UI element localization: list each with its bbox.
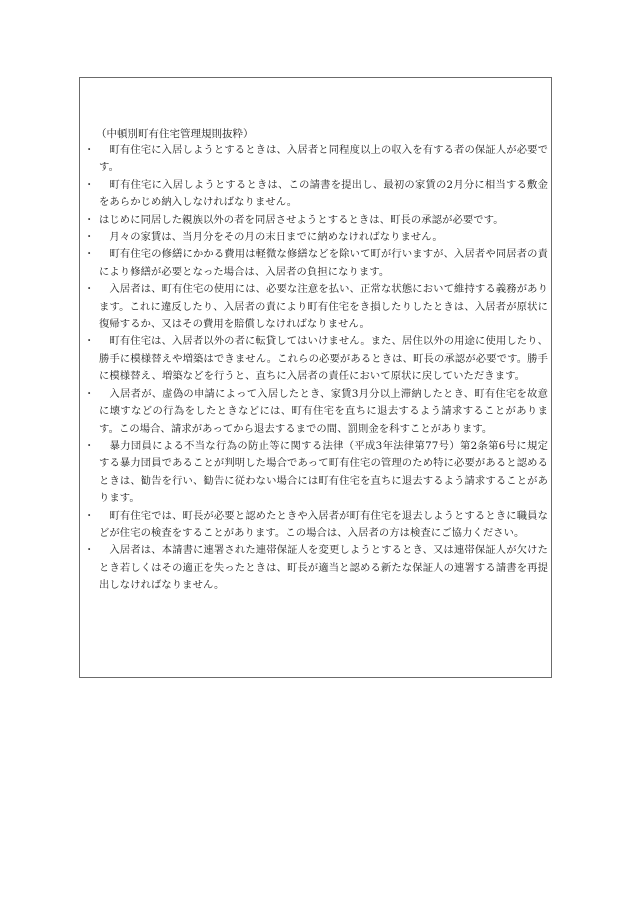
rule-item-1 xyxy=(84,142,548,177)
rule-item-8 xyxy=(84,386,548,438)
bullet-icon: ・ xyxy=(84,439,95,452)
rule-text: 暴力団員による不当な行為の防止等に関する法律（平成3年法律第77号）第2条第6号に規定する暴力団員であることが判明した場合であって町有住宅の管理のため特に必要があると認めるときは、勧告を行い、勧告に従わない場合には町有住宅を直ちに退去するよう請求することがあります。 xyxy=(99,439,548,505)
rule-item-11 xyxy=(84,542,548,594)
rule-item-4 xyxy=(84,229,548,246)
rule-text: 町有住宅に入居しようとするときは、入居者と同程度以上の収入を有する者の保証人が必要です。 xyxy=(99,144,548,174)
rule-text: 町有住宅は、入居者以外の者に転貸してはいけません。また、居住以外の用途に使用したり、勝手に模様替えや増築はできません。これらの必要があるときは、町長の承認が必要です。勝手に模様替え、増築などを行うと、直ちに入居者の責任において原状に戻していただきます。 xyxy=(99,335,548,383)
bullet-icon: ・ xyxy=(84,283,95,296)
bullet-icon: ・ xyxy=(84,335,95,348)
bullet-icon: ・ xyxy=(84,178,95,191)
bullet-icon: ・ xyxy=(84,213,95,226)
bullet-icon: ・ xyxy=(84,509,95,522)
rule-text: 月々の家賃は、当月分をその月の末日までに納めなければなりません。 xyxy=(99,231,443,244)
rule-item-7 xyxy=(84,333,548,385)
bullet-icon: ・ xyxy=(84,248,95,261)
rule-item-6 xyxy=(84,281,548,333)
rule-item-3 xyxy=(84,212,548,229)
rule-text: 入居者は、本請書に連署された連帯保証人を変更しようとするとき、又は連帯保証人が欠けたとき若しくはその適正を失ったときは、町長が適当と認める新たな保証人の連署する請書を再提出しなければなりません。 xyxy=(99,544,548,592)
rules-list xyxy=(84,142,548,595)
rule-text: 町有住宅の修繕にかかる費用は軽微な修繕などを除いて町が行いますが、入居者や同居者の責により修繕が必要となった場合は、入居者の負担になります。 xyxy=(99,248,548,278)
rule-item-5 xyxy=(84,246,548,281)
rule-text: 町有住宅では、町長が必要と認めたときや入居者が町有住宅を退去しようとするときに職員などが住宅の検査をすることがあります。この場合は、入居者の方は検査にご協力ください。 xyxy=(99,509,548,539)
rule-text: 入居者は、町有住宅の使用には、必要な注意を払い、正常な状態において維持する義務があります。これに違反したり、入居者の責により町有住宅をき損したりしたときは、入居者が原状に復帰するか、又はその費用を賠償しなければなりません。 xyxy=(99,283,548,331)
notice-heading: （中頓別町有住宅管理規則抜粋） xyxy=(96,128,254,140)
rule-item-2 xyxy=(84,177,548,212)
rule-text: はじめに同居した親族以外の者を同居させようとするときは、町長の承認が必要です。 xyxy=(99,213,504,226)
rule-text: 入居者が、虚偽の申請によって入居したとき、家賃3月分以上滞納したとき、町有住宅を故意に壊すなどの行為をしたときなどには、町有住宅を直ちに退去するよう請求することがあります。この場合、請求があってから退去するまでの間、罰則金を科すことがあります。 xyxy=(99,387,548,435)
rule-item-9 xyxy=(84,438,548,508)
rule-text: 町有住宅に入居しようとするときは、この請書を提出し、最初の家賃の2月分に相当する敷金をあらかじめ納入しなければなりません。 xyxy=(99,178,548,209)
bullet-icon: ・ xyxy=(84,144,95,156)
bullet-icon: ・ xyxy=(84,544,95,557)
rule-item-10 xyxy=(84,508,548,543)
bullet-icon: ・ xyxy=(84,387,95,400)
bullet-icon: ・ xyxy=(84,231,95,244)
